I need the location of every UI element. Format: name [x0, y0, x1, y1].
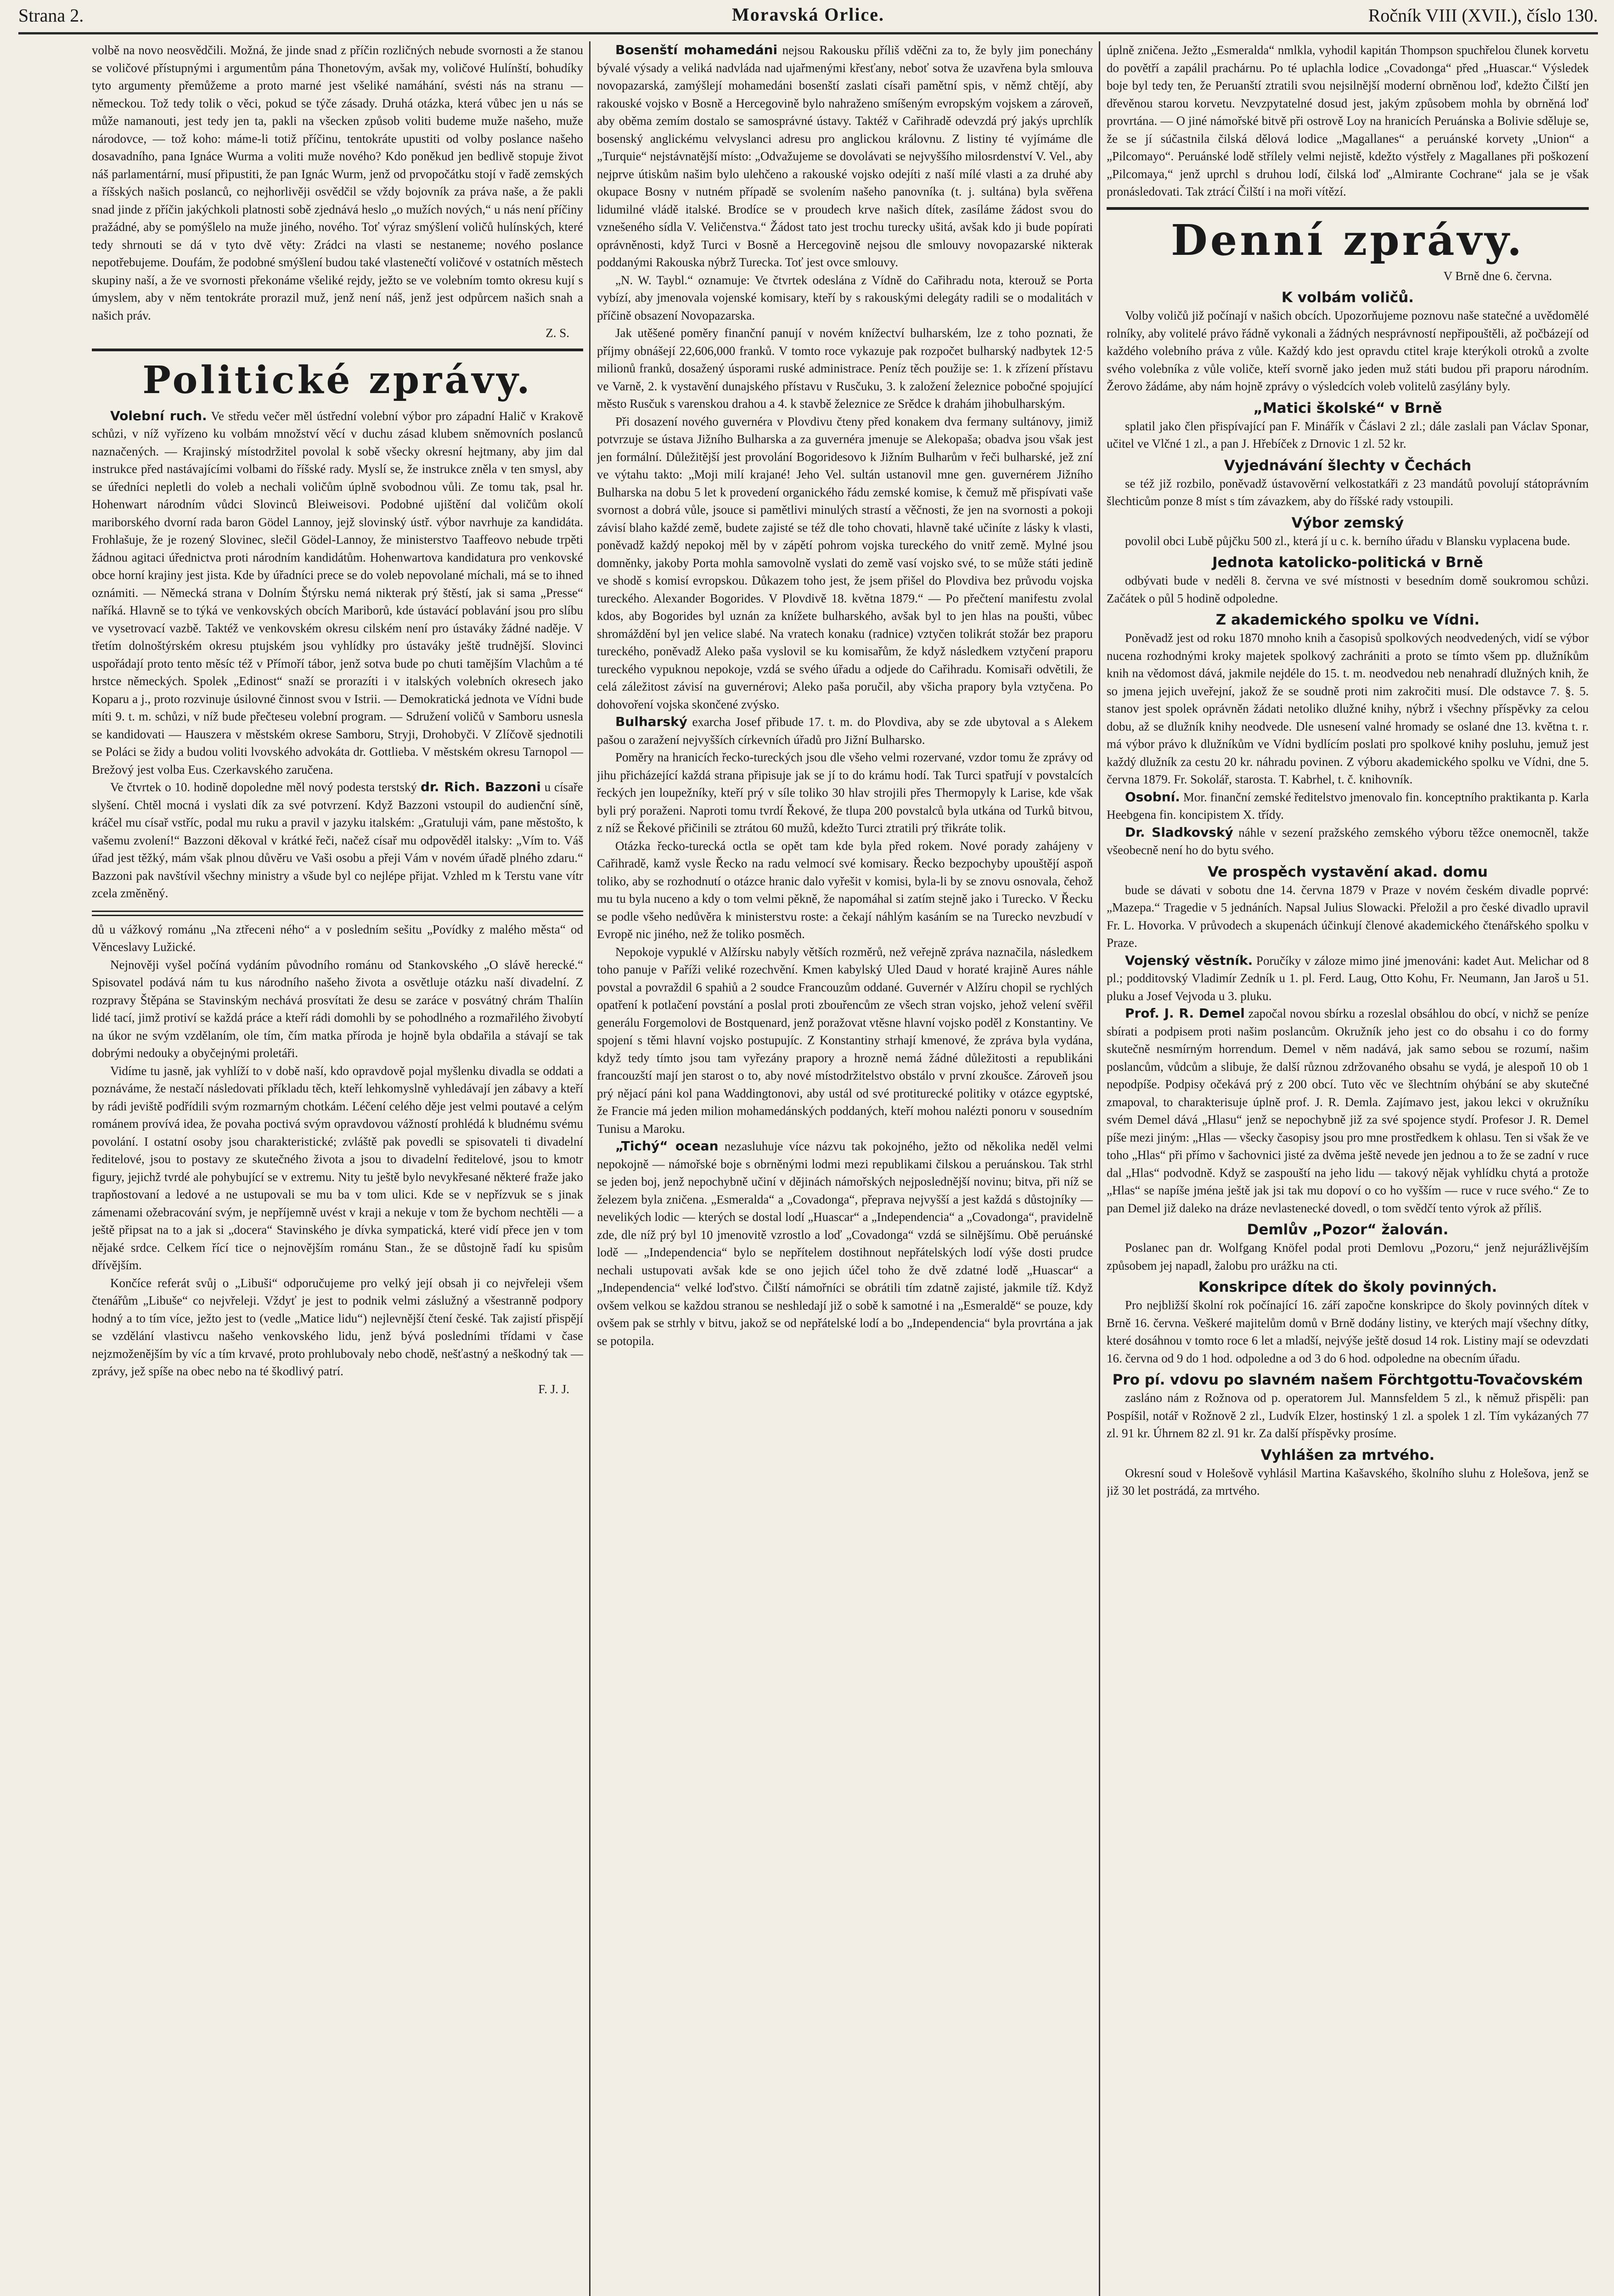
heading-bosensti: Bosenští mohamedáni	[615, 42, 778, 57]
column-3	[1107, 41, 1589, 2296]
heading-deml: Prof. J. R. Demel	[1125, 1006, 1245, 1021]
heading-spolek: Z akademického spolku ve Vídni.	[1215, 612, 1480, 629]
bazzoni-text: u císaře slyšení. Chtěl mocná i vyslati dík za své potvrzení. Když Bazzoni vstoupil do audienční síně, kráčel mu císař vstříc, podal mu ruku a pravil v jazyku italském: „Gratuluji vám, pane městošto, k vašemu zvolení!“ Bazzoni děkoval v krátké řeči, načež císař mu odpověděl italsky: „Vím to. Váš úřad jest těžký, mám však plnou důvěru ve Vaši osobu a přeji Vám v novém úřadě plného zdaru.“ Bazzoni pak navštívil všechny ministry a všude byl co nejlépe přijat. Vzhled m k Terstu vane vítr zcela změněný.	[92, 780, 583, 900]
article-sladkovsky	[1107, 824, 1589, 859]
article-alzirsko: Nepokoje vypuklé v Alžírsku nabyly větších rozměrů, než veřejně zpráva naznačila, následkem toho panuje v Paříži veliké rozechvění. Kmen kabylský Uled Daud v horaté krajině Aures náhle povstal a povraždil 6 spahiů a 2 soudce Francouzům oddané. Guvernér v Alžíru chopil se rychlých opatření k potlačení povstání a poslal proti zbouřencům ze všech stran vojsko, jehož velení svěřil generálu Forgemolovi de Bostquenard, jenž poražovat vtěsne hlavní vojsko poděl z Konstantiny. Ve spojení s těmi hlavní vojsko postupujíc. Z Konstantiny strhají kmenové, že zpráva byla vydána, když tedy tímto jsou tam vyřezány prapory a hrozně nemá žádné důležitosti a republikáni francouzští mají jen starost o to, aby nové místodržitelstvo obstálo v první zkoušce. Zároveň jsou prý nějací páni kol pana Waddingtonovi, aby ustál od své protiturecké politiky v otázce egyptské, že Francie má jeden milion mohamedánských poddaných, kteří mohou nalézti ponoru v sousedním Tunisu a Maroku.	[597, 945, 1093, 1136]
heading-bazzoni: dr. Rich. Bazzoni	[420, 779, 541, 795]
article-matice: splatil jako člen přispívající pan F. Minářík v Čáslavi 2 zl.; dále zaslali pan Václav Sponar, učitel ve Vlčné 1 zl., a pan J. Hřebíček z Drnovic 1 zl. 52 kr.	[1107, 419, 1589, 451]
heading-exarcha: Bulharský	[615, 714, 688, 729]
section-title-politicke: Politické zprávy.	[142, 358, 533, 402]
article-skoly: Pro nejbližší školní rok počínající 16. září započne konskripce do školy povinných dítek v Brně 16. června. Veškeré majitelům domů v Brně dodány listiny, ve kterých mají všechny dítky, které dosáhnou v tomto roce 6 let a mladší, nejvýše ještě dosud 14 rok. Listiny mají se odevzdati 16. června od 9 do 1 hod. odpoledne a od 3 do 6 hod. odpoledne na obecním úřadu.	[1107, 1298, 1589, 1365]
heading-vojensky: Vojenský věstník.	[1125, 952, 1253, 968]
column-2	[597, 41, 1093, 2296]
feuilleton-separator	[92, 911, 583, 916]
ocean-continuation: úplně zničena. Ježto „Esmeralda“ nmlkla, vyhodil kapitán Thompson spuchřelou člunek korvetu do povětří a zapálil prachárnu. Po té uplachla lodice „Covadonga“ před „Huascar.“ Výsledek boje byl tedy ten, že Peruanští ztratili svou nejsilnější moderní obrněnou loď, kdežto Čilští jen dřevěnou starou korvetu. Nevzpytatelné dosud jest, jakým způsobem mohla by obrněná loď provrtána. — O jiné námořské bitvě při ostrově Loy na hranicích Peruánska a Bolivie sděluje se, že se jí súčastnila čilská dělová lodice „Magallanes“ a peruánské korvety „Union“ a „Pilcomayo“. Peruánské lodě střílely velmi nejistě, kdežto výstřely z Magallanes při poškození „Pilcomaya,“ jenž uprchl s druhou lodí, čilská loď „Almirante Cochrane“ jala se je však pronásledovati. Tak ztrácí Čilští i na moři vítězí.	[1107, 43, 1589, 198]
intro-article: volbě na novo neosvědčili. Možná, že jinde snad z příčin rozličných nebude svornosti a že stanou se voličové přístupnými i argumentům pána Thonetovým, avšak my, voličové Hulínští, bohudíky tyto argumenty přemůžeme a proto marné jest všeliké namáhání, svésti nás na stranu — německou. Tož tedy tolik o věci, pokud se týče zásady. Druhá otázka, která vůbec jen u nás se může namanouti, jest tedy jen ta, pakli na všecken způsob voliti budeme muže našeho, muže národovce, — tož koho: máme-li totiž příčinu, tentokráte upustiti od volby poslance našeho dosavadního, pana Ignáce Wurma a voliti muže nového? Kdo poněkud jen bedlivě stopuje život náš parlamentární, musí připustiti, že pan Ignác Wurm, jenž od prvopočátku stojí v řadě zemských a říšských našich poslanců, co nejhorlivěji osvědčil se vždy bojovník za práva naše, a že pakli snad jinde z příčin jakýchkoli platnosti sobě zjednává heslo „o mužích nových,“ u nás není příčiny pražádné, aby se pomýšlelo na muže jiného, nového. Toť výraz smýšlení voličů hulínských, které tedy shrnouti se dá v tyto dvě věty: Zrádci na vlasti se nestaneme; nového poslance nepotřebujeme. Doufám, že podobné smýšlení budou také vlastenečtí voličové v ostatních městech skupiny naší, a že ve svornosti překonáme všeliké rejdy, ježto se ve volebním tomto okresu kují s úmyslem, aby v něm tentokráte prorazil muž, jenž není náš, jenž jest odpůrcem našich snah a našich práv.	[92, 43, 583, 322]
article-bosensti	[597, 41, 1093, 271]
heading-sladkovsky: Dr. Sladkovský	[1125, 824, 1233, 840]
article-bazzoni	[92, 778, 583, 902]
article-vybor: povolil obci Lubě půjčku 500 zl., která jí u c. k. berního úřadu v Blansku vyplacena bude.	[1125, 534, 1570, 548]
article-vystaveni: bude se dávati v sobotu dne 14. června 1879 v Praze v novém českém divadle poprvé: „Mazepa.“ Tragedie v 5 jednáních. Napsal Julius Slowacki. Přeložil a pro české divadlo upravil Fr. L. Hovorka. V průvodech a skupenách účinkují členové akademického čtenářského spolku v Praze.	[1107, 883, 1589, 950]
intro-signature: Z. S.	[545, 326, 569, 340]
article-recko: Poměry na hranicích řecko-tureckých jsou dle všeho velmi rozervané, vzdor tomu že zprávy od jihu přicházející každá strana připisuje jak se jí to do krámu hodí. Tak Turci spatřují v povstalcích řeckých jen loupežníky, kteří prý v síle toliko 30 hlav strojili přes Thermopyly k Larise, kde však byli prý poraženi. Naproti tomu tvrdí Řekové, že tlupa 200 povstalců byla utkána od Turků bitvou, z níž se Řekové přičinili se ztrátou 60 mužů, kdežto Turci ztratili prý třikráte tolik.	[597, 750, 1093, 835]
masthead: Moravská Orlice.	[732, 4, 884, 25]
article-pozor: Poslanec pan dr. Wolfgang Knöfel podal proti Demlovu „Pozoru,“ jenž nejurážlivějším způsobem jej napadl, žalobu pro urážku na cti.	[1107, 1241, 1589, 1272]
article-volby: Volby voličů již počínají v našich obcích. Upozorňujeme poznovu naše statečné a uvědomělé rolníky, aby volitelé právo řádně vykonali a žádných nesprávností nepřipouštěli, až počbázejí od každého volebního práva z vůle. Každý kdo jest opravdu ctitel kraje kterýkoli otroků a zvolte svého volebníka z vůle voliče, kteří svorně jako jeden muž státi budou při praporu národním. Žerovo žádáme, aby nám hojně zprávy o výsledcích voleb volitelů zasýlány byly.	[1107, 309, 1589, 394]
heading-ocean: „Tichý“ ocean	[615, 1138, 719, 1154]
section-separator	[92, 349, 583, 351]
issue-info: Ročník VIII (XVII.), číslo 130.	[1368, 5, 1598, 26]
article-deml	[1107, 1005, 1589, 1217]
article-plovdiv: Při dosazení nového guvernéra v Plovdivu čteny před konakem dva fermany sultánovy, jimiž potvrzuje se ústava Jižního Bulharska a za guvernéra jmenuje se Alekopaša; obadva jsou však jest jen formální. Důležitější jest provolání Bogoridesovo k Jižním Bulharům v řeči bulharské, jež zní ve výtahu takto: „Moji milí krajané! Jeho Vel. sultán ustanovil mne gen. guvernérem Jižního Bulharska na dobu 5 let k provedení organického řádu zemské komise, k čemuž mě přispívati vaše svornost a dobrá vůle, jsouce si pamětlivi minulých strastí a věčnosti, že jen na svornosti a pokoji závisí blaho každé země, budete zajisté se též dle toho chovati, hlavně také učiníte z lásky k vlasti, poněvadž každý nepokoj měl by v zápětí pohrom vojska tureckého do vnitř země. Mylné jsou domněnky, jakoby Porta mohla samovolně vyslati do země vasí vojsko své, to se může státi jedině ve shodě s komisí evropskou. Důkazem toho jest, že jsem přišel do Plovdiva bez průvodu vojska tureckého. Alexander Bogorides. V Plovdivě 18. května 1879.“ — Po přečtení manifestu zvolal kdos, aby Bogorides byl uznán za knížete bulharského, avšak byl to jen hlas na poušti, vůbec shromáždění byl jen velice slabé. Na vratech konaku (radnice) vztyčen tolikrát stožár bez praporu tureckého, poněvadž Aleko paša vyslovil se ku komisařům, že když následkem vztyčení praporu tureckého vypuknou nepokoje, vzdá se svého úřadu a odjede do Cařihradu. Komisaři odvětili, že celá záležitost závisí na guvernérovi; Aleko paša poručil, aby všicha prapory byla vztyčena. Po dohovoření vojska skončené zvýsko.	[597, 414, 1093, 711]
article-otazka: Otázka řecko-turecká octla se opět tam kde byla před rokem. Nové porady zahájeny v Cařihradě, kamž vysle Řecko na radu velmocí své komisary. Řecko bezpochyby upouštějí aspoň toliko, aby se rozhodnutí o otázce hranic dalo vyřešit v komisi, byla-li by se znovu osnovala, čehož mu tu byla nuceno a kdy o tom velmi pěkně, že napomáhal si zatím stejně jako i Turecko. V Řecku se podle všeho nedůvěra k ministerstvu roste: a čekají náhlým kasáním se na Turecko nevzbudí v Evropě nic jiného, než že toliko posměch.	[597, 838, 1093, 941]
section-title-denni: Denní zprávy.	[1170, 215, 1525, 265]
column-1	[92, 41, 583, 2296]
article-osobni	[1107, 788, 1589, 824]
page-header	[18, 0, 1598, 34]
article-jednota: odbývati bude v neděli 8. června ve své místnosti v besedním domě soukromou schůzi. Začátek o půl 5 hodině odpoledne.	[1107, 574, 1589, 605]
article-ocean	[597, 1137, 1093, 1350]
article-mrtvy: Okresní soud v Holešově vyhlásil Martina Kašavského, školního sluhu z Holešova, jenž se již 30 let postrádá, za mrtvého.	[1107, 1466, 1589, 1498]
article-spolek: Poněvadž jest od roku 1870 mnoho knih a časopisů spolkových neodvedených, vidí se výbor nucena rozhodnými kroky majetek spolkový zachrániti a proto se tímto všem pp. dlužníkům knih na vědomost dává, jakmile nejdéle do 15. t. m. neodvedou neb nenahradí dlužných knih, že so jmena jejich uveřejní, jakož že se soudně proti nim zakročiti musí. Dle odstavce 7. §. 5. stanov jest spolek oprávněn žádati netolikо dlužné knihy, nýbrž i všechny příspěvky za celou dobu, až se dlužník knihy neodvede. Dle usnesení valné hromady se oslané dne 13. května t. r. má výbor právo k dlužníkům ve Vídni bydlícím poslati pro spolkové knihy posluhu, jemuž jest každý dlužník za cestu 20 kr. náhradu povinen. Z výboru akademického spolku ve Vídni, dne 5. června 1879. Fr. Sokolář, starosta. T. Kabrhel, t. č. knihovník.	[1107, 631, 1589, 787]
heading-vybor: Výbor zemský	[1291, 514, 1404, 531]
sladkovsky-text: náhle v sezení pražského zemského výboru těžce onemocněl, takže všeobecně není ho do bytu svého.	[1107, 825, 1589, 857]
heading-vdova: Pro pí. vdovu po slavném našem Förchtgottu-Tovačovském	[1112, 1372, 1583, 1389]
feuilleton-paragraph: Vidíme tu jasně, jak vyhlíží to v době naší, kdo opravdově pojal myšlenku divadla se oddati a poznáváme, že nestačí následovati příkladu těch, kteří lehkomyslně vyhledávají jen zábavy a kteří by rádi jeviště podřídili svým rozmarným chotkám. Léčení celého děje jest velmi poutavé a celým románem provívá idea, že povaha poctivá svým opravdovou vážností prohlédá k bludnému svému povolání. I ostatní osoby jsou charakteristické; zvláště pak povedli se spisovateli ti divadelní ředitelové, jsou to postavy ze skutečného života a jsou to divadelní ředitelové, jsou to kmotr figury, jejichž tvrdé ale pohybující se v extremu. Nity tu ještě bylo nevykřesané některé fraže jako trapňostovaní a ledové a ne ustupovali se mu ba v tom ulici. Kde se v nepřízvuk se s jinak zámenami ožebracování svým, je nepříjemně uvést v kraji a nekuje v tom že bychom nechtěli — a ještě připsat na to a jak si „docera“ Stavinského je dívka sympatická, které vidí přece jen v tom nějaké srdce. Celkem řící tice o nejnovějším románu Stan., že se důstojně řadí ku spisům dřívějším.	[92, 1064, 583, 1272]
heading-vystaveni: Ve prospěch vystavění akad. domu	[1207, 863, 1488, 880]
article-vojensky	[1107, 952, 1589, 1005]
vojensky-text: Poručíky v záloze mimo jiné jmenováni: kadet Aut. Melichar od 8 pl.; podditovský Vladimír Zedník u 1. pl. Ferd. Laug, Otto Kohu, Fr. Neumann, Jan Jaroš u 51. pluku a Josef Vejvoda u 3. pluku.	[1107, 953, 1589, 1003]
section-separator	[1107, 207, 1589, 210]
exarcha-text: exarcha Josef přibude 17. t. m. do Plovdiva, aby se zde ubytoval a s Alekem pašou o zaražení nejvyšších církevních úřadů pro Jižní Bulharsko.	[597, 715, 1093, 747]
feuilleton-signature: F. J. J.	[538, 1382, 569, 1396]
heading-matice: „Matici školské“ v Brně	[1253, 400, 1442, 416]
ocean-text: nezasluhuje více názvu tak pokojného, ježto od několika neděl velmi nepokojně — námořské boje s obrněnými lodmi mezi republikami čilskou a peruánskou. Tak strhl se jeden boj, jenž nepochybně učiní v dějinách námořských nejposlednější novinu; bitva, při níž se železem byla zničena. „Esmeralda“ a „Covadonga“, přeprava nejvyšší a jest každá s důstojníky — nevelikých lodic — kterých se dostal lodí „Huascar“ a „Independencia“ a „Covadonga“, pravidelně zde, dle níž prý byl 10 jmenovitě vzrostlo a loď „Covadonga“ vzdá se silnějšímu. Obě peruánské lodě — „Independencia“ bylo se nepřítelem dostihnout nepřátelských lodí výše dosti prudce nechali ustupovati avšak kde se ono jejich účel toho že dvě zdatné lodě „Huascar“ a „Independencia“ velké loďstvo. Čilští námořníci se obrátili tím zdatně zajisté, jakmile tíž. Když ovšem velkou se každou stranou se neshledají již o sobě k samotné i na „Esmeraldě“ se pouze, kdy ovšem pak se strhly v bitvu, jakož se od nepřátelské lodí a bo „Independencia“ byla provrtána a jak se potopila.	[597, 1139, 1093, 1348]
osobni-text: Mor. finanční zemské ředitelstvo jmenovalo fin. konceptního praktikanta p. Karla Heebgena fin. koncipistem X. třídy.	[1107, 790, 1589, 822]
heading-volebni-ruch: Volební ruch.	[110, 408, 207, 423]
heading-jednota: Jednota katolicko-politická v Brně	[1212, 554, 1483, 571]
bazzoni-intro: Ve čtvrtek o 10. hodině dopoledne měl nový podesta terstský	[110, 780, 417, 794]
article-volebni-ruch	[92, 407, 583, 779]
article-exarcha	[597, 713, 1093, 748]
column-rule-2	[1099, 41, 1100, 2296]
article-bulharsko: Jak utěšené poměry finanční panují v novém knížectví bulharském, lze z toho poznati, že příjmy obnášejí 22,606,000 franků. V tomto roce vykazuje pak rozpočet bulharský nadbytek 12·5 milionů franků, dosažený úsporami ruské administrace. Peníz těch použije se: 1. k zřízení přístavu ve Varně, 2. k vystavění dunajského přístavu v Rusčuku, 3. k založení železnice pobočné spojující město Rusčuk s varenskou drahou a 4. k stavbě železnice ze Srědce k drahám jihobulharským.	[597, 326, 1093, 411]
page-number: Strana 2.	[18, 5, 84, 26]
dateline: V Brně dne 6. června.	[1443, 269, 1552, 283]
heading-mrtvy: Vyhlášen za mrtvého.	[1260, 1446, 1435, 1463]
bosensti-text: nejsou Rakousku příliš vděčni za to, že byly jim ponechány bývalé výsady a veliká nadvláda nad ujařmenými křesťany, neboť sotva že uzavřena byla smlouva novopazarská, zamýšlejí mohamedáni bosenští zaslati císaři pamětní spis, v němž chtějí, aby rakouské vojsko v Bosně a Hercegovině bylo nahraženo smíšeným evropským vojskem a zároveň, aby oběma zemím dostalo se samosprávné ústavy. Taktéž v Cařihradě odevzdá prý jakýs uprchlík bosenský anglickému velvyslanci adresu pro anglickou královnu. Z listiny té vyjímáme dle „Turquie“ nejstávnatější místo: „Odvažujeme se dovolávati se nejvyššího milosrdenství V. Vel., aby nejprve útiskům našim bylo ulehčeno a rakouské vojsko odejíti z naší mílé vlasti a za druhé aby okupace Bosny v nutném případě se svolením našeho panovníka (t. j. sultána) byla svěřena lidumilné vládě italské. Brodíce se v proudech krve našich dítek, zasíláme žádost svou do vznešeného sídla V. Veličenstva.“ Žádost tato jest trochu turecky ušitá, avšak kdo ji bude popírati oprávněnosti, když Turci v Bosně a Hercegovině nejsou dle smlouvy novopazarské nikterak poddanými Rakouska nýbrž Turecka. Toť jest ovce smlouvy.	[597, 43, 1093, 269]
heading-slechta: Vyjednávání šlechty v Čechách	[1224, 457, 1472, 474]
column-rule-1	[589, 41, 590, 2296]
heading-osobni: Osobní.	[1125, 789, 1180, 805]
volebni-ruch-text: Ve středu večer měl ústřední volební výbor pro západní Halič v Krakově schůzi, v níž vyřízeno ku volbám množství věcí v duchu zásad klubem sněmovních poslanců naznačených. — Krajinský místodržitel povolal k sobě všecky okresní hejtmany, aby jim dal instrukce před nastávajícími volbami do říšské rady. Myslí se, že instrukce zněla v ten smysl, aby se úředníci nepletli do voleb a nechali voličům úplně svobodnou vůli. Ze tomu tak, psal hr. Hohenwart národním vůdci Slovinců Bleiweisovi. Podobné ujištění dal voličům okolí mariborského dvorní rada baron Gödel Lannoy, jejž slovinský ústř. výbor navrhuje za kandidáta. Frohlašuje, že je rozený Slovinec, slečil Gödel-Lannoy, že ministerstvo Taaffeovo nebude trpěti žádnou agitaci úřednictva proti národním kandidátům. Hohenwartova kandidatura pro venkovské obce horní krajiny jest jista. Kde by úřadníci prece se do voleb nepovolané míchali, má se to ihned oznámiti. — Německá strana v Dolním Štýrsku nemá nikterak prý štěstí, jak si sama „Presse“ naříká. Hlavně se to týká ve venkovských obcích Mariborů, kde ústavácí poblavání jsou pro slíbu ve vysetrovací vazbě. Taktéž ve venkovském okresu cilském není pro ústaváky žádné naděje. V třetím dolnoštýrském okresu ptujském jsou vyhlídky pro ústaváky ještě trudnější. Slovinci uspořádají proto tento měsíc též v Přímoří tábor, jenž sotva bude po chuti tamějším Vlachům a té hrstce německých. Spolek „Edinost“ snaží se prorazíti i v italských volebních okresech jako Koparu a j., proto rozvinuje úsilovné činnost svou v Istrii. — Demokratická jednota ve Vídni bude míti 9. t. m. schůzi, v níž bude přečteseu volební program. — Sdružení voličů v Samboru usnesla se kandidovati — Hauszera v městském okrese Samboru, Stryji, Drohobyči. V Zlíčově sjednotili se Poláci se židy a budou voliti lvovského advokáta dr. Gottlieba. V městském okresu Tarnopol — Brežový jest volba Eus. Czerkavského zaručena.	[92, 409, 583, 777]
heading-volby: K volbám voličů.	[1281, 289, 1414, 306]
deml-text: započal novou sbírku a rozeslal obsáhlou do obcí, v nichž se peníze sbírati a podpisem proti našim poslancům. Okružník jeho jest co do obsahu i co do formy skutečně nesmírným horrendum. Demel v něm nadává, jak samo sebou se rozumí, našim poslancům, vůdcům a slibuje, že další různou zdržovaného obsahu se vydá, je alespoň 10 ob 1 nepodpíše. Podpisy očekává prý z 200 obcí. Tuto věc ve šlechtním ohýbání se aby skutečné zmapoval, to charakterisuje úplně prof. J. R. Demla. Zajímavo jest, jakou lekci v okružníku svém Demel dává „Hlasu“ jenž se nepochybně již za své spojence stydí. Profesor J. R. Demel píše mezi jiným: „Hlas — všecky časopisy jsou pro mne prostředkem k ohlasu. Ten si však že ve toho „Hlas“ při přímo v šachovnici jisté za dvěma ještě nevede jen jednou a to že se zadní v ruce dal „Hlas“ podvodně. Když se zaspouští na jeho lidu — takový nějak vyhlídku chytá a protože „Hlas“ se napíše jména ještě jak jsi tak mu dopoví o co ho vyšším — ruce v ruce svého.“ Ze to pan Demel již daleko na dráze nevlastenecké dovedl, o tom svědčí tento výrok až příliš.	[1107, 1007, 1589, 1215]
feuilleton-paragraph: Nejnověji vyšel počíná vydáním původního románu od Stankovského „O slávě herecké.“ Spisovatel podává nám tu kus národního našeho života a osvětluje otázku naší divadelní. Z rozpravy Štěpána se Stavinským nechává prosvítati že desu se zaráce v posvátný chrám Thalíin lidé tací, jimž protiví se každá práce a kteří rádi domohli by se pohodlného a rozmařilého živobytí na úkor ne svým vzdělaním, ole tím, čím matka příroda je hojně byla obdařila a stávají se tak dobrými nedouky a obyčejnými proletáři.	[92, 957, 583, 1060]
feuilleton-paragraph: Končíce referát svůj o „Libuši“ odporučujeme pro velký její obsah ji co nejvřeleji všem čtenářům „Libuše“ co nejvřeleji. Vždyť je jest to podnik velmi záslužný a všestranně podpory hodný a to tím více, ježto jest to (vedle „Matice lidu“) nejlevnější čtení české. Tak zajistí přispějí se vzdělání vlastivcu našeho venkovského lidu, jenž bývá posledními třídami v čase nejzmoženějším by víc a tím krvavé, proto prohlubovaly nebo chodě, nešťastný a neškodný tak — zprávy, jež spíše na obec nebo na té škodlivý patrí.	[92, 1276, 583, 1379]
heading-skoly: Konskripce dítek do školy povinných.	[1198, 1279, 1497, 1296]
feuilleton-paragraph: dů u vážkový románu „Na ztřeceni ného“ a v posledním sešitu „Povídky z malého města“ od Věnceslavy Lužické.	[92, 922, 583, 954]
article-vdova: zaslánо nám z Rožnova od p. operatorem Jul. Mannsfeldem 5 zl., k němuž přispěli: pan Pospíšil, notář v Rožnově 2 zl., Ludvík Elzer, hostinský 1 zl. a spolek 1 zl. Tím vykázaných 77 zl. 91 kr. Úhrnem 82 zl. 91 kr. Za další příspěvky prosíme.	[1107, 1391, 1589, 1441]
heading-pozor: Demlův „Pozor“ žalován.	[1247, 1221, 1449, 1238]
article-slechta: se též již rozbilo, poněvadž ústavověrní velkostatkáři z 23 mandátů povolují státoprávním šlechticům ponze 8 míst s tím závazkem, aby do říšské rady vstoupili.	[1107, 476, 1589, 508]
article-taybl: „N. W. Taybl.“ oznamuje: Ve čtvrtek odeslána z Vídně do Cařihradu nota, kterouž se Porta vybízí, aby jmenovala vojenské komisary, kteří by s rakouskými delegáty radili se o modalitách v příčině obsazení Novopazarska.	[597, 273, 1093, 322]
